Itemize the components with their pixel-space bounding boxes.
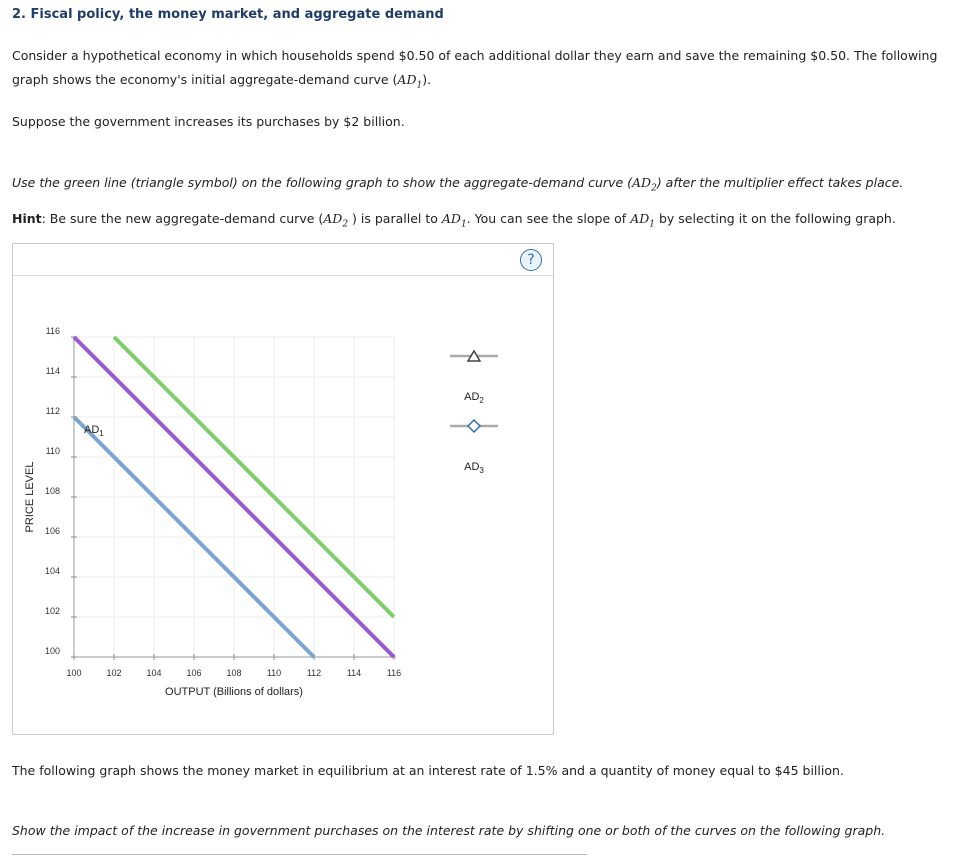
x-tick-label: 108: [226, 668, 242, 678]
section-heading: 2. Fiscal policy, the money market, and aggregate demand: [12, 7, 444, 22]
x-tick-label: 112: [306, 668, 322, 678]
x-tick-label: 116: [386, 668, 402, 678]
scenario-text: Suppose the government increases its purchases by $2 billion.: [12, 114, 405, 129]
legend-label-2: $AD_2$: [464, 391, 484, 405]
y-tick-label: 112: [45, 406, 60, 416]
x-tick-label: 100: [66, 668, 82, 678]
graph-panel: [12, 243, 554, 735]
y-tick-label: 102: [44, 606, 60, 616]
help-icon[interactable]: ?: [520, 249, 542, 271]
intro-paragraph: Consider a hypothetical economy in which households spend $0.50 of each additional dollar they earn and save the remaining $0.50. The following graph shows the economy's initial aggregate-demand curve $(AD_1)$.: [12, 48, 938, 91]
diamond-icon: [468, 420, 480, 432]
x-tick-label: 106: [186, 668, 202, 678]
money-market-text: The following graph shows the money market in equilibrium at an interest rate of 1.5% and a quantity of money equal to $45 billion.: [12, 763, 844, 778]
instruction-text: Use the green line (triangle symbol) on the following graph to show the aggregate-demand curve $(AD_2)$ after the multiplier effect takes place.: [12, 175, 904, 194]
y-tick-label: 110: [45, 446, 60, 456]
x-tick-label: 110: [266, 668, 282, 678]
x-axis-label: OUTPUT (Billions of dollars): [165, 686, 303, 698]
ad2-math: $AD_2$: [632, 175, 657, 194]
intro-line-2: graph shows the economy's initial aggregate-demand curve (: [12, 72, 398, 87]
intro-line-1: Consider a hypothetical economy in which households spend $0.50 of each additional dollar they earn and save the remaining $0.50. The following: [12, 48, 938, 63]
y-tick-label: 116: [45, 326, 60, 336]
hint-text: Hint: Be sure the new aggregate-demand curve ($AD_2$ ) is parallel to $AD_1$. You can see the slope of $AD_1$ by selecting it on the following graph.: [12, 211, 896, 230]
y-tick-label: 106: [44, 526, 60, 536]
series-label-AD1: $AD_1$: [84, 424, 104, 438]
series-line-green: [114, 337, 394, 617]
y-tick-label: 100: [44, 646, 60, 656]
ad1-math: $AD_1$: [397, 72, 423, 91]
x-tick-label: 102: [106, 668, 122, 678]
x-tick-label: 104: [146, 668, 162, 678]
y-tick-label: 108: [44, 486, 60, 496]
next-panel-border: [12, 854, 587, 855]
hint-label: Hint: [12, 211, 42, 226]
legend-label-3: $AD_3$: [464, 461, 484, 475]
ad-chart[interactable]: [13, 244, 553, 734]
y-tick-label: 114: [45, 366, 60, 376]
x-tick-label: 114: [346, 668, 362, 678]
y-tick-label: 104: [44, 566, 60, 576]
money-market-instruction: Show the impact of the increase in government purchases on the interest rate by shifting one or both of the curves on the following graph.: [12, 823, 886, 838]
y-axis-label: PRICE LEVEL: [24, 461, 36, 533]
